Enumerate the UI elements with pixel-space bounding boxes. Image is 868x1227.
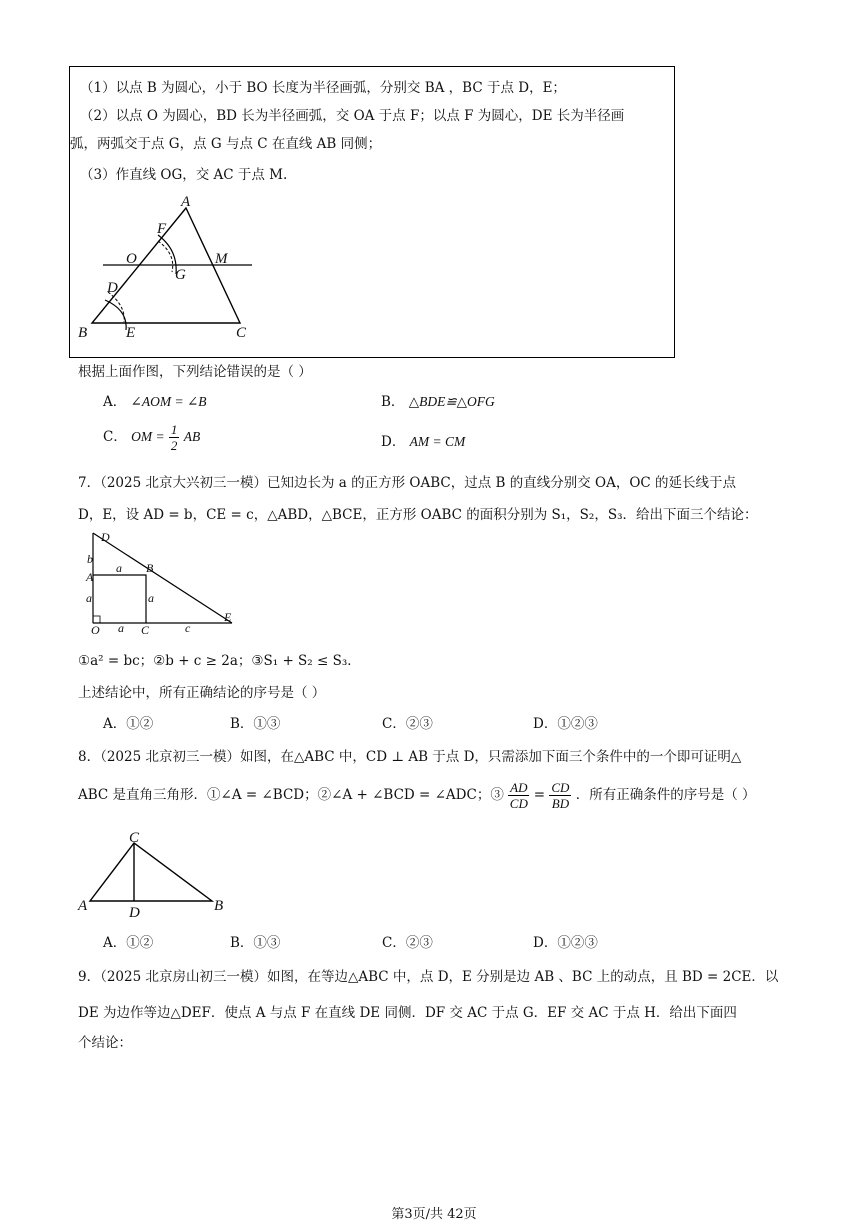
page-number: 第3页/共 42页: [391, 1207, 477, 1222]
q8-option-a[interactable]: A．①②: [103, 935, 154, 951]
option-label: A．: [103, 394, 127, 410]
option-text: OM =: [131, 429, 165, 444]
option-text: ∠AOM = ∠B: [130, 394, 207, 409]
step-1: （1）以点 B 为圆心，小于 BO 长度为半径画弧，分别交 BA ，BC 于点 D，E；: [80, 80, 566, 96]
option-text-tail: AB: [183, 429, 201, 444]
label-a-right: a: [148, 591, 154, 605]
option-text: △BDE≌△OFG: [408, 394, 495, 409]
q7-line-2: D，E，设 AD = b，CE = c，△ABD，△BCE，正方形 OABC 的面积分别为 S₁，S₂，S₃．给出下面三个结论：: [78, 507, 758, 523]
equals-sign: =: [533, 787, 546, 803]
option-label: B．: [381, 394, 405, 410]
q8-conditions: ABC 是直角三角形．①∠A = ∠BCD；②∠A + ∠BCD = ∠ADC；③: [78, 787, 504, 803]
q8-option-b[interactable]: B．①③: [230, 935, 281, 951]
label-a-bottom: a: [118, 621, 124, 635]
label-e: E: [126, 325, 136, 341]
label-a: A: [78, 898, 88, 914]
q7-option-b[interactable]: B．①③: [230, 716, 281, 732]
q9-line-2: DE 为边作等边△DEF．使点 A 与点 F 在直线 DE 同侧．DF 交 AC 于点 G．EF 交 AC 于点 H．给出下面四: [78, 1005, 737, 1021]
label-b: B: [214, 898, 224, 914]
q8-option-c[interactable]: C．②③: [382, 935, 433, 951]
label-f: F: [157, 221, 167, 237]
label-d: D: [101, 530, 110, 544]
label-d: D: [107, 280, 118, 296]
label-b: B: [78, 325, 88, 341]
fraction-cd-bd: $\frac{CD}{BD}$: [551, 780, 570, 811]
label-b-length: b: [87, 552, 93, 566]
label-a-left: a: [86, 591, 92, 605]
option-label: C．: [103, 429, 127, 445]
q8-line-1: 8．（2025 北京初三一模）如图，在△ABC 中，CD ⊥ AB 于点 D，只需添加下面三个条件中的一个即可证明△: [78, 749, 742, 765]
label-b: B: [146, 561, 154, 575]
q8-option-d[interactable]: D．①②③: [533, 935, 598, 951]
q8-ask: ．所有正确条件的序号是（ ）: [575, 787, 756, 803]
label-c: C: [129, 830, 140, 846]
step-3: （3）作直线 OG，交 AC 于点 M.: [80, 167, 288, 183]
q9-line-3: 个结论：: [78, 1035, 132, 1051]
q7-option-d[interactable]: D．①②③: [533, 716, 598, 732]
step-2-line-1: （2）以点 O 为圆心，BD 长为半径画弧，交 OA 于点 F；以点 F 为圆心，DE 长为半径画: [80, 108, 625, 124]
label-e: E: [224, 610, 232, 624]
label-d: D: [129, 905, 140, 921]
triangle-abc: [90, 843, 212, 901]
q6-stem: 根据上面作图，下列结论错误的是（ ）: [78, 364, 312, 380]
step-2-line-2: 弧，两弧交于点 G，点 G 与点 C 在直线 AB 同侧；: [70, 136, 382, 152]
label-o: O: [91, 623, 100, 637]
q7-option-a[interactable]: A．①②: [103, 716, 154, 732]
label-a-top: a: [116, 561, 122, 575]
q7-ask: 上述结论中，所有正确结论的序号是（ ）: [78, 685, 326, 701]
q9-line-1: 9．（2025 北京房山初三一模）如图，在等边△ABC 中，点 D，E 分别是边 AB 、BC 上的动点，且 BD = 2CE．以: [78, 969, 779, 985]
q7-conclusions: ①a² = bc；②b + c ≥ 2a；③S₁ + S₂ ≤ S₃．: [78, 653, 361, 669]
label-m: M: [215, 251, 228, 267]
fraction-half: $\frac{1}{2}$: [170, 422, 178, 453]
label-a: A: [181, 194, 191, 210]
option-label: D．: [381, 434, 406, 450]
fraction-ad-cd: $\frac{AD}{CD}$: [509, 780, 528, 811]
q7-option-c[interactable]: C．②③: [382, 716, 433, 732]
label-o: O: [126, 251, 137, 267]
option-text: AM = CM: [409, 434, 466, 449]
label-c-length: c: [185, 621, 191, 635]
label-a: A: [86, 570, 94, 584]
q7-line-1: 7．（2025 北京大兴初三一模）已知边长为 a 的正方形 OABC，过点 B 的直线分别交 OA，OC 的延长线于点: [78, 475, 737, 491]
label-c: C: [141, 623, 150, 637]
label-g: G: [175, 267, 186, 283]
label-c: C: [236, 325, 247, 341]
